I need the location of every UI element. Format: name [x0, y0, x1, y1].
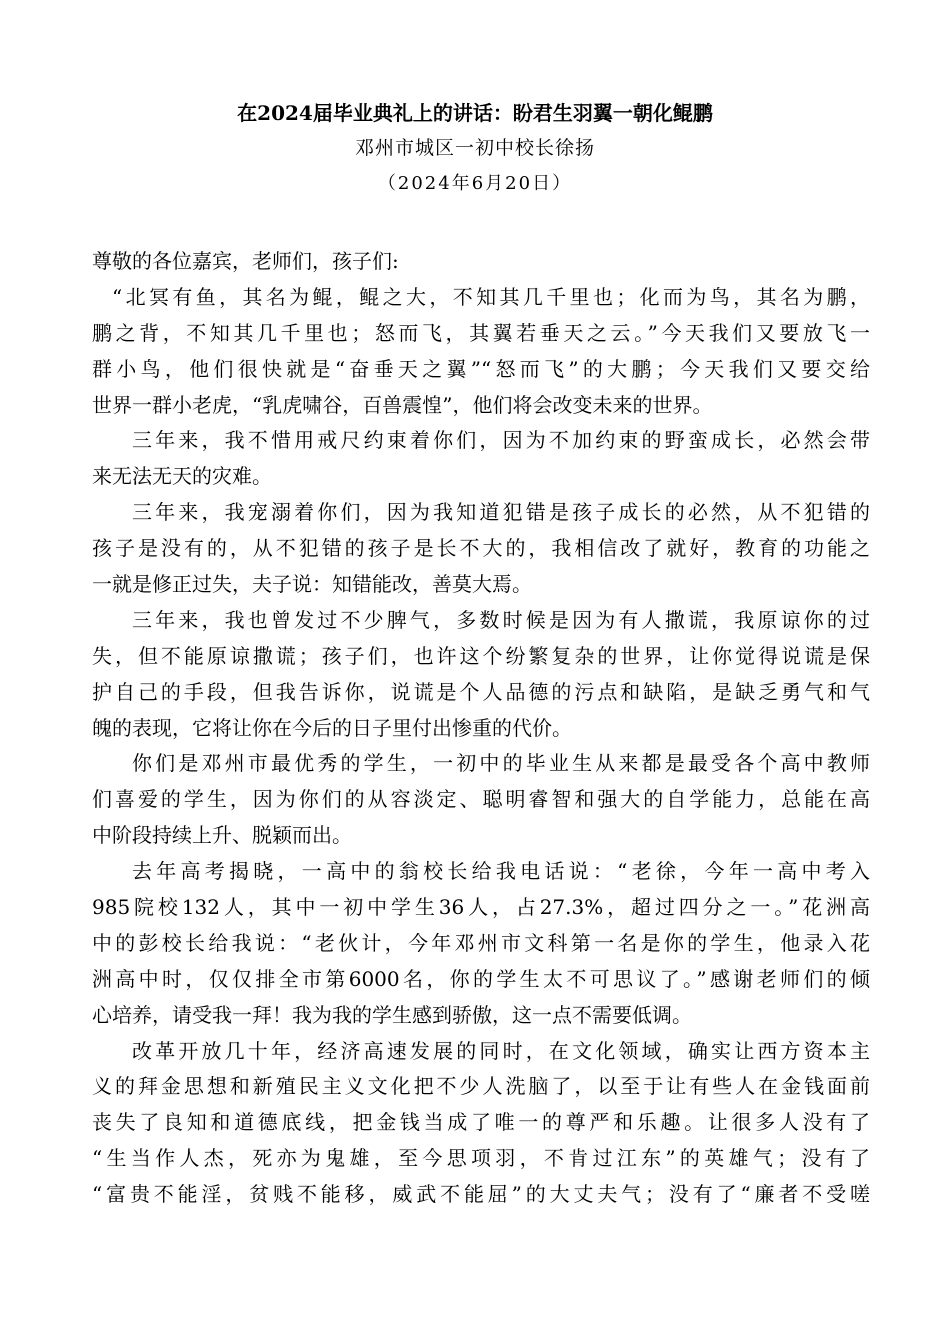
paragraph	[92, 280, 870, 424]
paragraph-line: 三年来，我宠溺着你们，因为我知道犯错是孩子成长的必然，从不犯错的	[132, 500, 870, 525]
paragraph	[92, 423, 870, 495]
paragraph-line: 孩子是没有的，从不犯错的孩子是长不大的，我相信改了就好，教育的功能之	[92, 536, 870, 561]
paragraph-line: 失，但不能原谅撒谎；孩子们，也许这个纷繁复杂的世界，让你觉得说谎是保	[92, 643, 870, 668]
paragraph-line: “富贵不能淫，贫贱不能移，威武不能屈”的大丈夫气；没有了“廉者不受嗟	[92, 1182, 870, 1207]
paragraph-line: 来无法无天的灾难。	[92, 464, 272, 489]
paragraph	[92, 746, 870, 854]
paragraph-line: 心培养，请受我一拜！我为我的学生感到骄傲，这一点不需要低调。	[92, 1002, 692, 1027]
paragraph-line: 护自己的手段，但我告诉你，说谎是个人品德的污点和缺陷，是缺乏勇气和气	[92, 679, 870, 704]
paragraph-line: 中阶段持续上升、脱颖而出。	[92, 823, 352, 848]
paragraph-line: 丧失了良知和道德底线，把金钱当成了唯一的尊严和乐趣。让很多人没有了	[92, 1110, 870, 1135]
paragraph-line: 洲高中时，仅仅排全市第6000名，你的学生太不可思议了。”感谢老师们的倾	[92, 966, 870, 991]
paragraph-line: 中的彭校长给我说：“老伙计，今年邓州市文科第一名是你的学生，他录入花	[92, 930, 870, 955]
paragraph-line: 去年高考揭晓，一高中的翁校长给我电话说：“老徐，今年一高中考入	[132, 859, 870, 884]
paragraph-line: 改革开放几十年，经济高速发展的同时，在文化领域，确实让西方资本主	[132, 1038, 870, 1063]
paragraph-line: 鹏之背，不知其几千里也；怒而飞，其翼若垂天之云。”今天我们又要放飞一	[92, 320, 870, 345]
paragraph-line: 一就是修正过失，夫子说：知错能改，善莫大焉。	[92, 572, 532, 597]
paragraph-line: 三年来，我不惜用戒尺约束着你们，因为不加约束的野蛮成长，必然会带	[132, 428, 870, 453]
document-title: 在2024届毕业典礼上的讲话：盼君生羽翼一朝化鲲鹏	[237, 101, 713, 125]
paragraph	[92, 854, 870, 1033]
document-author: 邓州市城区一初中校长徐扬	[354, 137, 595, 159]
document-date: （2024年6月20日）	[377, 173, 573, 194]
paragraph-line: 三年来，我也曾发过不少脾气，多数时候是因为有人撒谎，我原谅你的过	[132, 607, 870, 632]
paragraph	[92, 495, 870, 603]
paragraph-line: “生当作人杰，死亦为鬼雄，至今思项羽，不肯过江东”的英雄气；没有了	[92, 1146, 870, 1171]
paragraph-line: 群小鸟，他们很快就是“奋垂天之翼”“怒而飞”的大鹏；今天我们又要交给	[92, 356, 870, 381]
paragraph-line: 世界一群小老虎，“乳虎啸谷，百兽震惶”，他们将会改变未来的世界。	[92, 392, 713, 417]
paragraph-line: 你们是邓州市最优秀的学生，一初中的毕业生从来都是最受各个高中教师	[132, 751, 870, 776]
paragraph-line: 义的拜金思想和新殖民主义文化把不少人洗脑了，以至于让有些人在金钱面前	[92, 1074, 870, 1099]
paragraph-line: “北冥有鱼，其名为鲲，鲲之大，不知其几千里也；化而为鸟，其名为鹏，	[112, 284, 870, 309]
paragraph	[92, 603, 870, 747]
salutation: 尊敬的各位嘉宾，老师们，孩子们:	[92, 249, 399, 273]
speech-body	[92, 244, 870, 1213]
paragraph	[92, 1034, 870, 1213]
paragraph-line: 们喜爱的学生，因为你们的从容淡定、聪明睿智和强大的自学能力，总能在高	[92, 787, 870, 812]
paragraph-line: 魄的表现，它将让你在今后的日子里付出惨重的代价。	[92, 715, 572, 740]
paragraph-line: 985院校132人，其中一初中学生36人，占27.3%，超过四分之一。”花洲高	[92, 895, 870, 920]
